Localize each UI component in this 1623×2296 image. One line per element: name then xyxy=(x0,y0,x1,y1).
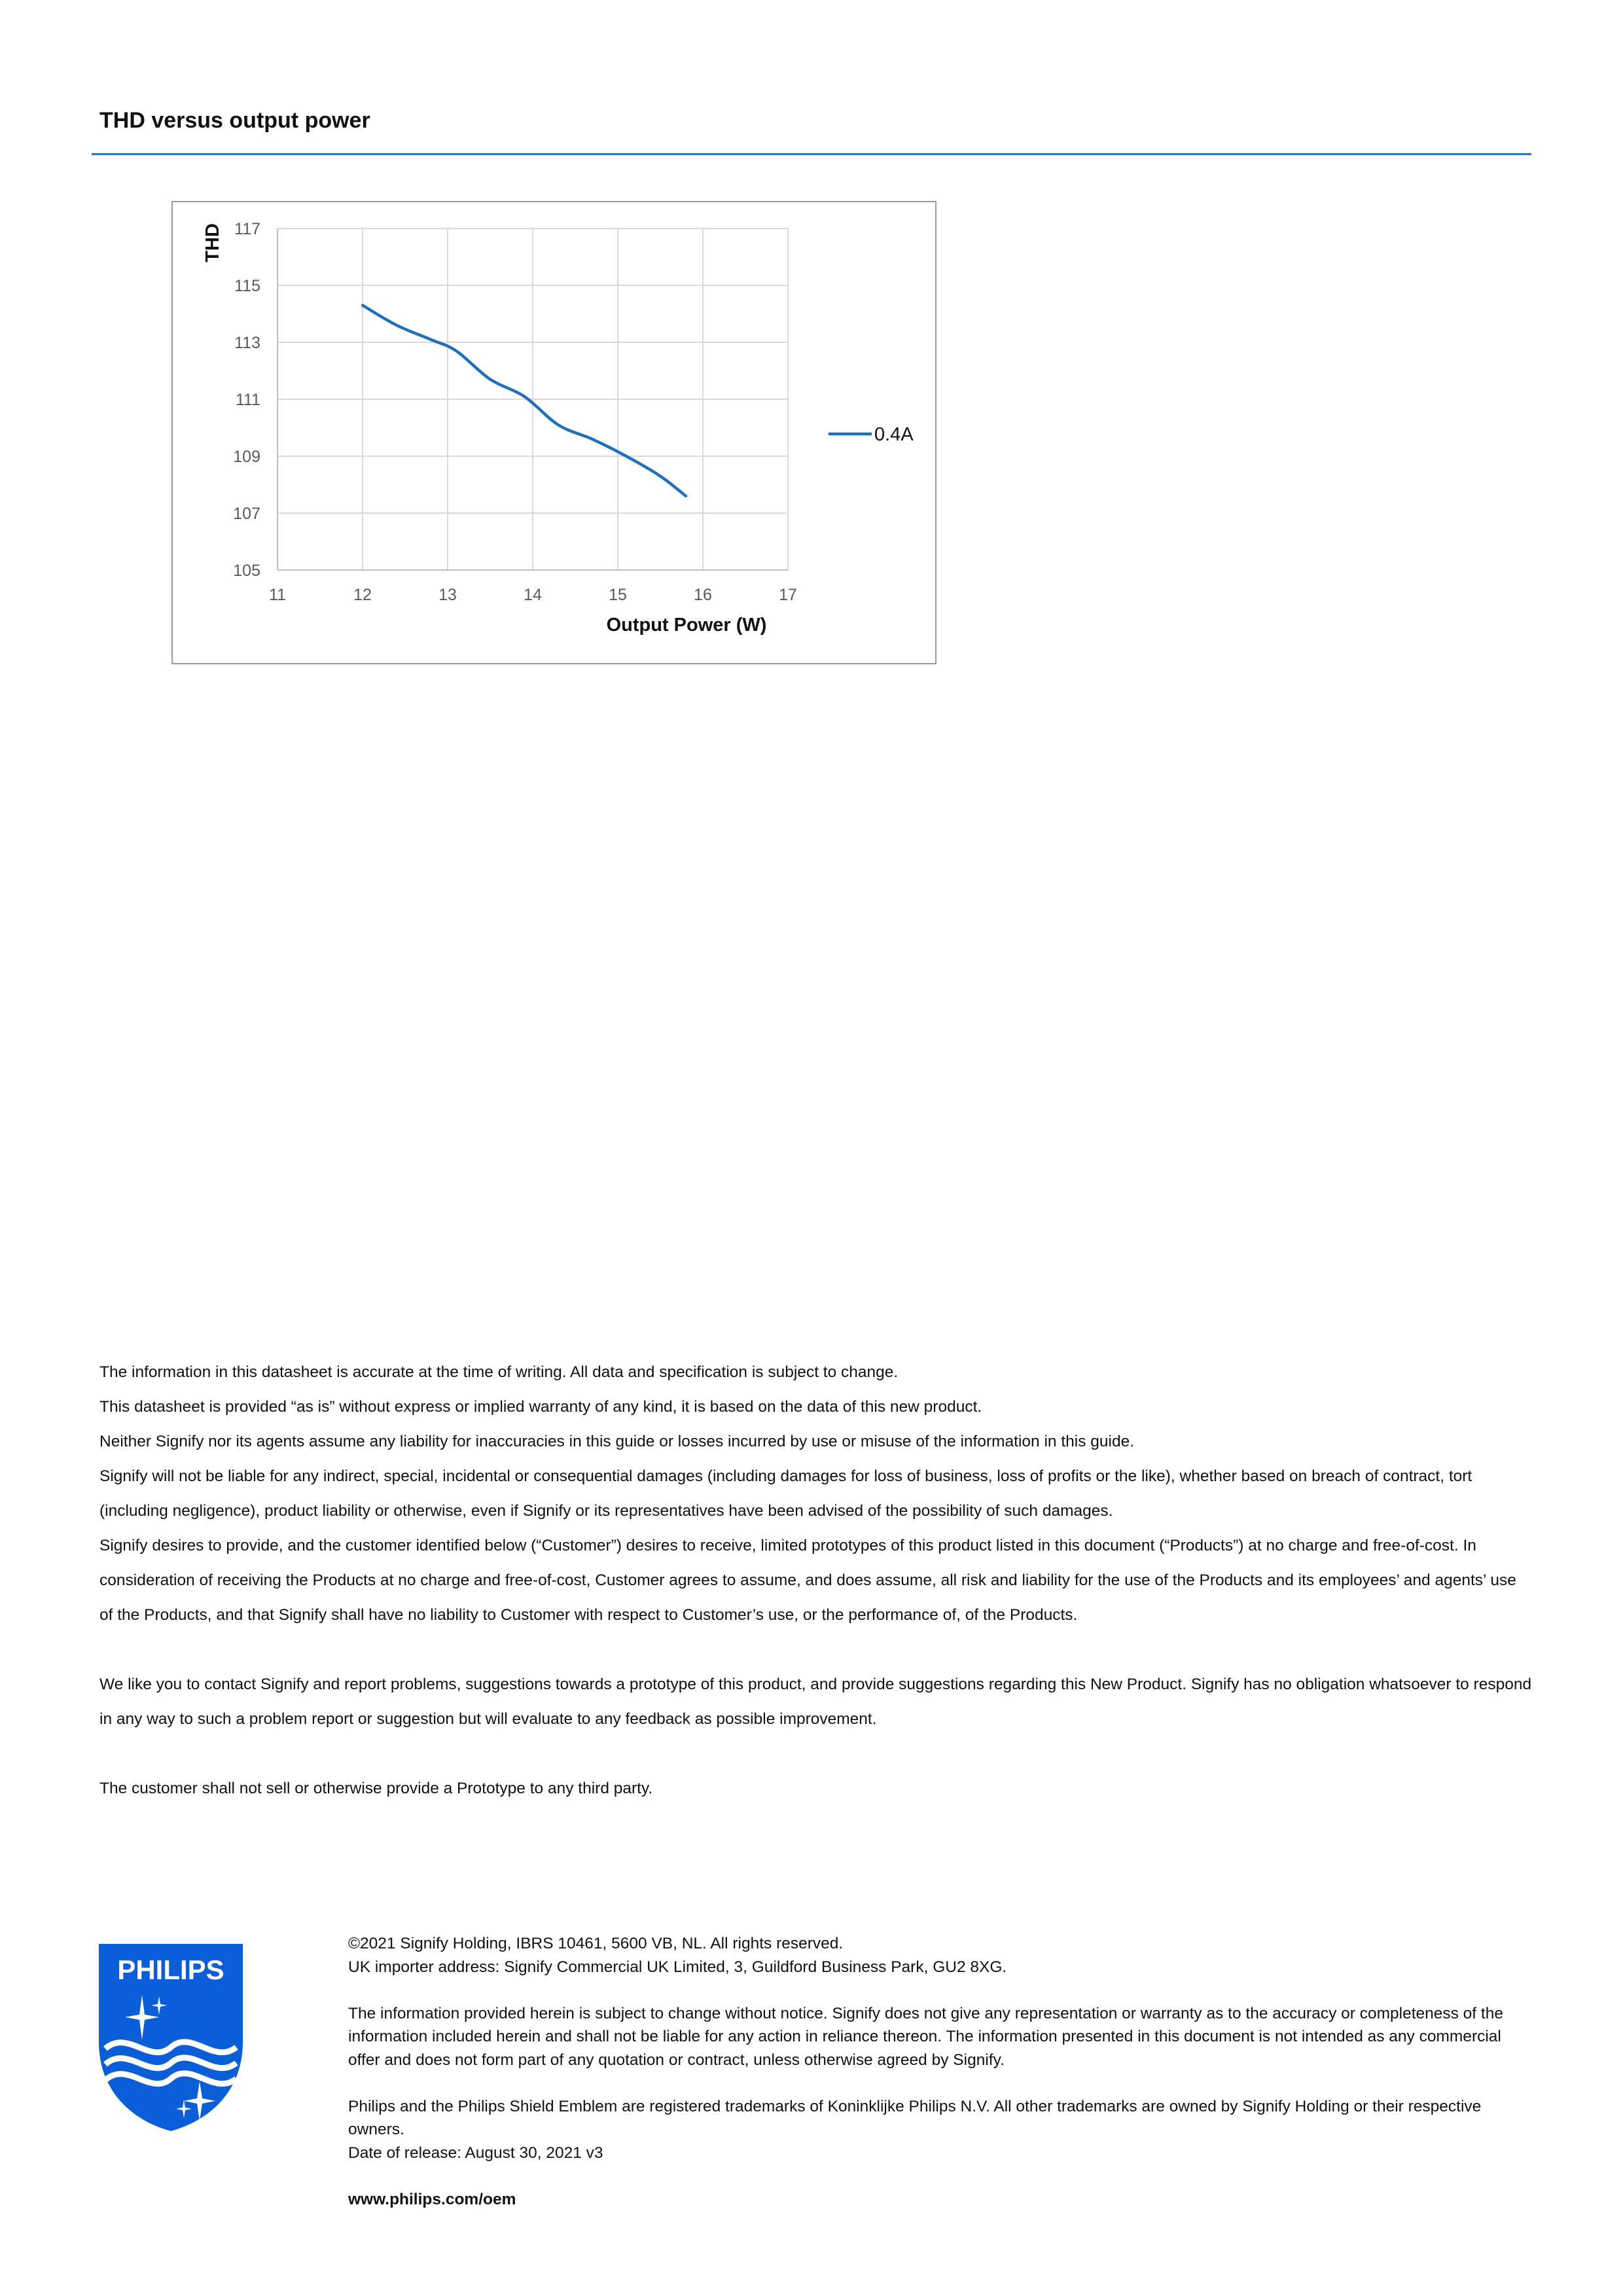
disclaimer-line: Neither Signify nor its agents assume any liability for inaccuracies in this guide or losses incurred by use or misuse of the information in this guide. xyxy=(99,1433,1135,1450)
footer-importer: UK importer address: Signify Commercial UK Limited, 3, Guildford Business Park, GU2 8XG. xyxy=(348,1958,1007,1976)
y-tick-label: 107 xyxy=(233,505,260,523)
x-tick-label: 13 xyxy=(438,586,457,604)
disclaimer-line: Signify will not be liable for any indirect, special, incidental or consequential damages (including damages for loss of business, loss of profits or the like), whether based on breach of contract, tort (including negligence), product liability or otherwise, even if Signify or its representatives have been advised of the possibility of such damages. xyxy=(99,1467,1472,1520)
y-tick-label: 117 xyxy=(234,220,260,238)
y-tick-label: 115 xyxy=(234,277,260,295)
y-tick-label: 109 xyxy=(233,448,260,466)
series-line-0.4A xyxy=(363,305,686,495)
logo-wordmark: PHILIPS xyxy=(117,1954,224,1985)
x-tick-label: 15 xyxy=(609,586,627,604)
section-divider xyxy=(92,153,1531,155)
disclaimer-line: This datasheet is provided “as is” without express or implied warranty of any kind, it is based on the data of this new product. xyxy=(99,1398,982,1416)
legend-label: 0.4A xyxy=(874,424,914,445)
footer-url[interactable]: www.philips.com/oem xyxy=(348,2190,516,2208)
y-tick-label: 113 xyxy=(234,334,260,352)
x-tick-label: 12 xyxy=(353,586,372,604)
disclaimer-line: Signify desires to provide, and the customer identified below (“Customer”) desires to receive, limited prototypes of this product listed in this document (“Products”) at no charge and free-of-cost. In consideration of receiving the Products at no charge and free-of-cost, Customer agrees to assume, and does assume, all risk and liability for the use of the Products and its employees’ and agents’ use of the Products, and that Signify shall have no liability to Customer with respect to Customer’s use, or the performance of, of the Products. xyxy=(99,1537,1516,1624)
footer-copyright: ©2021 Signify Holding, IBRS 10461, 5600 VB, NL. All rights reserved. xyxy=(348,1935,844,1952)
thd-chart xyxy=(171,201,936,664)
x-tick-label: 16 xyxy=(694,586,712,604)
disclaimer-line: We like you to contact Signify and report problems, suggestions towards a prototype of this product, and provide suggestions regarding this New Product. Signify has no obligation whatsoever to respond in any way to such a problem report or suggestion but will evaluate to any feedback as possible improvement. xyxy=(99,1676,1532,1728)
x-axis-label: Output Power (W) xyxy=(606,615,767,636)
y-axis-label: THD xyxy=(202,223,223,262)
footer-notice: The information provided herein is subject to change without notice. Signify does not give any representation or warranty as to the accuracy or completeness of the information included herein and shall not be liable for any action in reliance thereon. The information presented in this document is not intended as any commercial offer and does not form part of any quotation or contract, unless otherwise agreed by Signify. xyxy=(348,2004,1503,2069)
philips-shield-icon xyxy=(95,1944,247,2131)
disclaimer-line: The information in this datasheet is accurate at the time of writing. All data and specification is subject to change. xyxy=(99,1363,899,1381)
x-tick-label: 11 xyxy=(269,586,286,604)
footer-trademarks: Philips and the Philips Shield Emblem are registered trademarks of Koninklijke Philips N.V. All other trademarks are owned by Signify Holding or their respective owners. xyxy=(348,2097,1482,2138)
disclaimer-block xyxy=(99,1355,1533,1806)
footer-text xyxy=(348,1932,1533,2211)
footer-release: Date of release: August 30, 2021 v3 xyxy=(348,2144,603,2162)
disclaimer-line: The customer shall not sell or otherwise provide a Prototype to any third party. xyxy=(99,1780,653,1797)
section-title: THD versus output power xyxy=(99,108,370,133)
y-tick-label: 111 xyxy=(235,391,260,409)
thd-chart-svg xyxy=(173,202,935,663)
x-tick-label: 17 xyxy=(779,586,797,604)
y-tick-label: 105 xyxy=(233,562,260,580)
x-tick-label: 14 xyxy=(524,586,542,604)
